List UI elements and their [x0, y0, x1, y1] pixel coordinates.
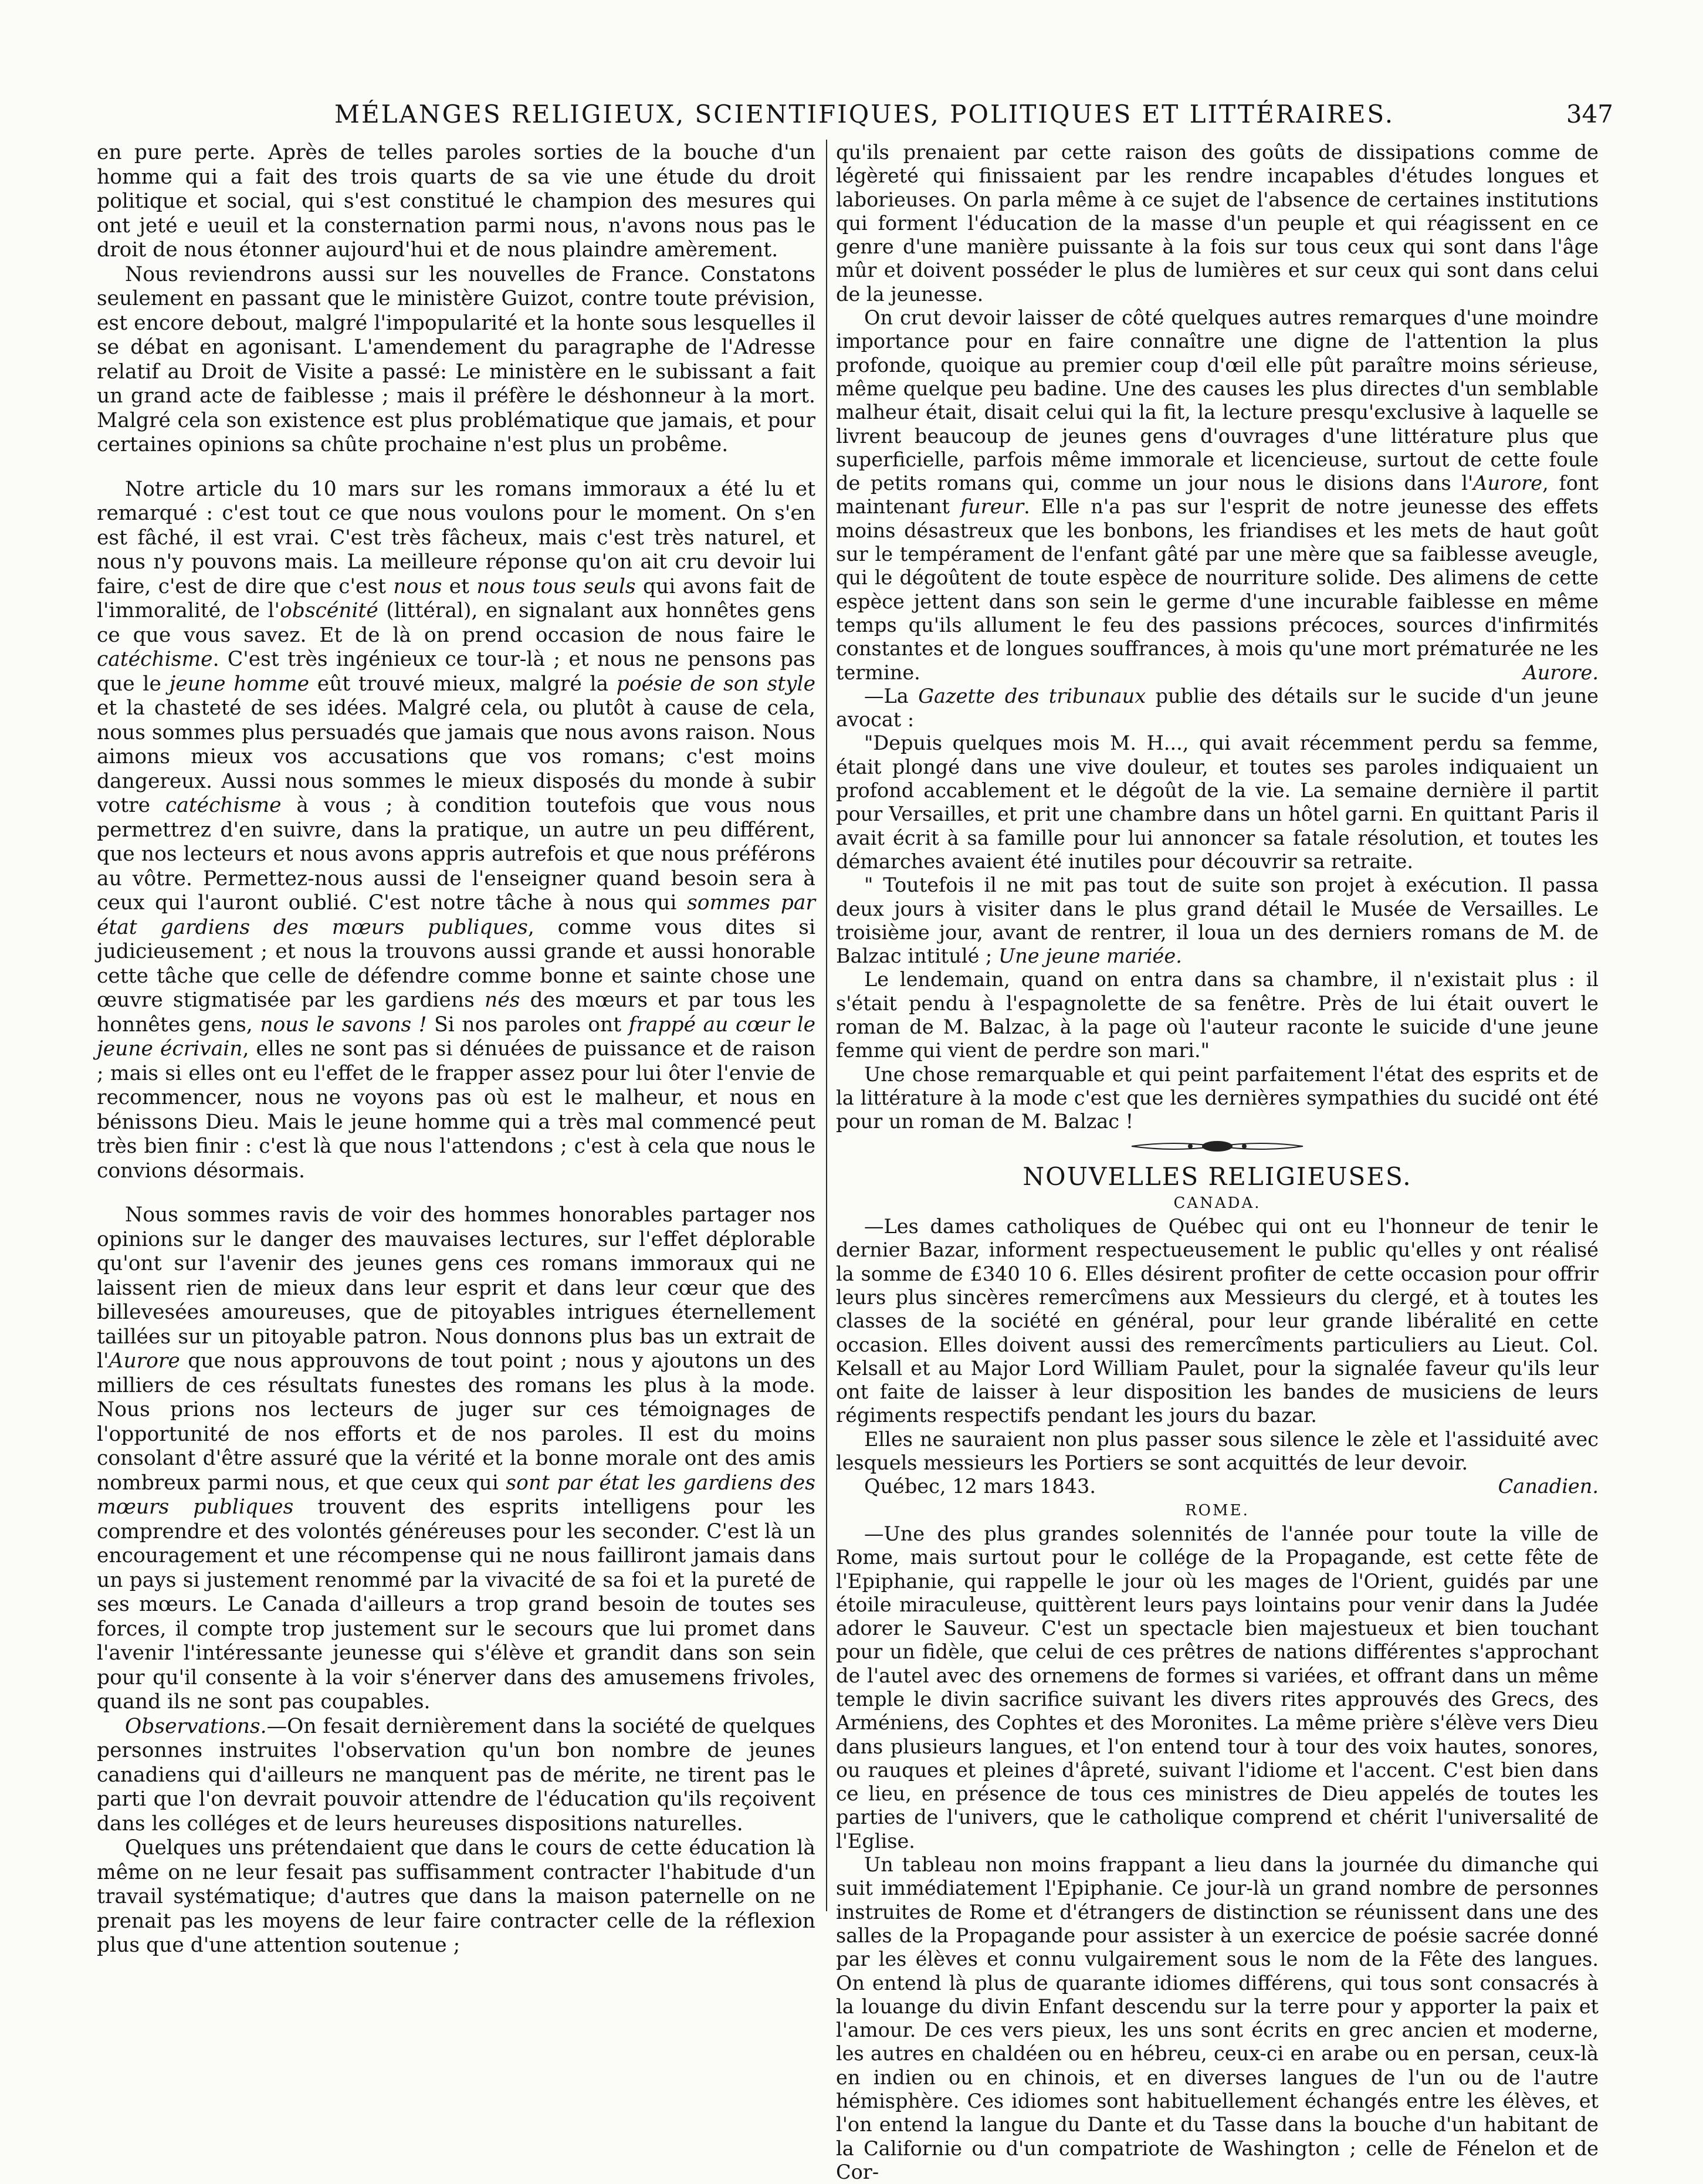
dateline-source: Canadien.: [1498, 1475, 1599, 1498]
subsection-title-canada: CANADA.: [1173, 1194, 1261, 1212]
paragraph: Le lendemain, quand on entra dans sa chambre, il n'existait plus : il s'était pendu à l'espagnolette de sa fenêtre. Près de lui était ouvert le roman de M. Balzac, à la page où l'auteur raconte le suicide d'une jeune femme qui vient de perdre son mari.": [836, 968, 1599, 1062]
subsection-title-rome: ROME.: [1185, 1501, 1250, 1519]
dateline: [836, 1475, 1599, 1498]
running-title: MÉLANGES RELIGIEUX, SCIENTIFIQUES, POLITIQUES ET LITTÉRAIRES.: [334, 100, 1395, 128]
paragraph: Un tableau non moins frappant a lieu dans la journée du dimanche qui suit immédiatement l'Epiphanie. Ce jour-là un grand nombre de personnes instruites de Rome et d'étrangers de distinction se réunissent dans une des salles de la Propagande pour assister à un exercice de poésie sacrée donné par les élèves et connu vulgairement sous le nom de la Fête des langues. On entend là plus de quarante idiomes différens, qui tous sont consacrés à la louange du divin Enfant descendu sur la terre pour y apporter la paix et l'amour. De ces vers pieux, les uns sont écrits en grec ancien et moderne, les autres en chaldéen ou en hébreu, ceux-ci en arabe ou en persan, ceux-là en indien ou en chinois, et en diverses langues de l'un ou de l'autre hémisphère. Ces idiomes sont habituellement échangés entre les élèves, et l'on entend la langue du Dante et du Tasse dans la bouche d'un habitant de la Californie ou d'un compatriote de Washington ; celle de Fénelon et de Cor-: [836, 1853, 1599, 2183]
paragraph: Observations.—On fesait dernièrement dans la société de quelques personnes instruites l'observation qu'un bon nombre de jeunes canadiens qui d'ailleurs ne manquent pas de mérite, ne tirent pas le parti que l'on devrait pouvoir attendre de l'éducation qu'ils reçoivent dans les colléges et de leurs heureuses dispositions naturelles.: [97, 1714, 815, 1836]
paragraph: Nous sommes ravis de voir des hommes honorables partager nos opinions sur le danger des mauvaises lectures, sur l'effet déplorable qu'ont sur l'avenir des jeunes gens ces romans immoraux qui ne laissent rien de mieux dans leur esprit et dans leur cœur que des billevesées amoureuses, que de pitoyables intrigues éternellement taillées sur un pitoyable patron. Nous donnons plus bas un extrait de l'Aurore que nous approuvons de tout point ; nous y ajoutons un des milliers de ces résultats funestes des romans les plus à la mode. Nous prions nos lecteurs de juger sur ces témoignages de l'opportunité de nos efforts et de nos paroles. Il est du moins consolant d'être assuré que la vérité et la bonne morale ont des amis nombreux parmi nous, et que ceux qui sont par état les gardiens des mœurs publiques trouvent des esprits intelligens pour les comprendre et des volontés généreuses pour les seconder. C'est là un encouragement et une récompense qui ne nous failliront jamais dans un pays si justement renommé par la vivacité de sa foi et la pureté de ses mœurs. Le Canada d'ailleurs a trop grand besoin de toutes ses forces, il compte trop justement sur le secours que lui promet dans l'avenir l'intéressante jeunesse qui s'élève et grandit dans son sein pour qu'il consente à la voir s'énerver dans des amusemens frivoles, quand ils ne sont pas coupables.: [97, 1203, 816, 1714]
paragraph: qu'ils prenaient par cette raison des goûts de dissipations comme de légèreté qui finissaient par les rendre incapables d'études longues et laborieuses. On parla même à ce sujet de l'absence de certaines institutions qui forment l'éducation de la masse d'un peuple et qui réagissent en ce genre d'une manière puissante à la fois sur tous ceux qui sont dans l'âge mûr et doivent posséder le plus de lumières et sur ceux qui sont dans celui de la jeunesse.: [836, 141, 1599, 306]
left-column: [97, 141, 815, 1958]
page-header: [100, 100, 1613, 135]
dateline-place: Québec, 12 mars 1843.: [864, 1475, 1096, 1498]
paragraph: "Depuis quelques mois M. H..., qui avait récemment perdu sa femme, était plongé dans une vive douleur, et toutes ses paroles indiquaient un profond accablement et le dégoût de la vie. La semaine dernière il partit pour Versailles, et prit une chambre dans un hôtel garni. En quittant Paris il avait écrit à sa famille pour lui annoncer sa fatale résolution, et toutes les démarches avaient été inutiles pour découvrir sa retraite.: [836, 732, 1599, 873]
column-divider: [826, 140, 827, 1911]
paragraph: —Les dames catholiques de Québec qui ont eu l'honneur de tenir le dernier Bazar, informent respectueusement le public qu'elles y ont réalisé la somme de £340 10 6. Elles désirent profiter de cette occasion pour offrir leurs plus sincères remercîmens aux Messieurs du clergé, et à toutes les classes de la société en général, pour leur grande libéralité en cette occasion. Elles doivent aussi des remercîments particuliers au Lieut. Col. Kelsall et au Major Lord William Paulet, pour la signalée faveur qu'ils leur ont faite de laisser à leur disposition les bandes de musiciens de leurs régiments respectifs pendant les jours du bazar.: [836, 1215, 1599, 1427]
source-signature: Aurore.: [1523, 661, 1599, 684]
right-column: [836, 141, 1599, 2184]
paragraph: Elles ne sauraient non plus passer sous silence le zèle et l'assiduité avec lesquels messieurs les Portiers se sont acquittés de leur devoir.: [836, 1427, 1599, 1475]
ornament-divider: [1129, 1139, 1305, 1153]
paragraph: " Toutefois il ne mit pas tout de suite son projet à exécution. Il passa deux jours à visiter dans le plus grand détail le Musée de Versailles. Le troisième jour, avant de rentrer, il loua un des derniers romans de M. de Balzac intitulé ; Une jeune mariée.: [836, 873, 1599, 968]
paragraph: en pure perte. Après de telles paroles sorties de la bouche d'un homme qui a fait des trois quarts de sa vie une étude du droit politique et social, qui s'est constitué le champion des mesures qui ont jeté e ueuil et la consternation parmi nous, n'avons nous pas le droit de nous étonner aujourd'hui et de nous plaindre amèrement.: [97, 141, 815, 262]
paragraph: On crut devoir laisser de côté quelques autres remarques d'une moindre importance pour en faire connaître une digne de l'attention la plus profonde, quoique au premier coup d'œil elle pût paraître moins sérieuse, même quelque peu badine. Une des causes les plus directes d'un semblable malheur était, disait celui qui la fit, la lecture presqu'exclusive à laquelle se livrent beaucoup de jeunes gens d'ouvrages d'une littérature plus que superficielle, parfois même immorale et licencieuse, surtout de cette foule de petits romans qui, comme un jour nous le disions dans l'Aurore, font maintenant fureur. Elle n'a pas sur l'esprit de notre jeunesse des effets moins désastreux que les bonbons, les friandises et les mets de haut goût sur le tempérament de l'enfant gâté par une mère que sa faiblesse aveugle, qui le dégoûtent de toute espèce de nourriture solide. Des alimens de cette espèce jettent dans son sein le germe d'une incurable faiblesse en même temps qu'ils allument le feu des passions précoces, sources d'infirmités constantes et de longues souffrances, à mois qu'une mort prématurée ne les termine. Aurore.: [836, 306, 1599, 684]
page-number: 347: [1566, 100, 1613, 128]
section-title: NOUVELLES RELIGIEUSES.: [1023, 1162, 1412, 1191]
paragraph: —Une des plus grandes solennités de l'année pour toute la ville de Rome, mais surtout pour le collége de la Propagande, est cette fête de l'Epiphanie, qui rappelle le jour où les mages de l'Orient, guidés par une étoile miraculeuse, quittèrent leurs pays lointains pour venir dans la Judée adorer le Sauveur. C'est un spectacle bien majestueux et bien touchant pour un fidèle, que celui de ces prêtres de nations différentes s'approchant de l'autel avec des ornemens de formes si variées, et offrant dans un même temple le divin sacrifice suivant les divers rites approuvés des Grecs, des Arméniens, des Cophtes et des Moronites. La même prière s'élève vers Dieu dans plusieurs langues, et l'on entend tour à tour des voix hautes, sonores, ou rauques et pleines d'âpreté, suivant l'idiome et l'accent. C'est bien dans ce lieu, en présence de tous ces ministres de Dieu appelés de toutes les parties de l'univers, que le catholique comprend et chérit l'universalité de l'Eglise.: [836, 1522, 1599, 1853]
paragraph: Une chose remarquable et qui peint parfaitement l'état des esprits et de la littérature à la mode c'est que les dernières sympathies du sucidé ont été pour un roman de M. Balzac !: [836, 1062, 1599, 1133]
observations-label: Observations.: [125, 1714, 267, 1738]
paragraph: Nous reviendrons aussi sur les nouvelles de France. Constatons seulement en passant que le ministère Guizot, contre toute prévision, est encore debout, malgré l'impopularité et la honte sous lesquelles il se débat en agonisant. L'amendement du paragraphe de l'Adresse relatif au Droit de Visite a passé: Le ministère en le subissant a fait un grand acte de faiblesse ; mais il préfère le déshonneur à la mort. Malgré cela son existence est plus problématique que jamais, et pour certaines opinions sa chûte prochaine n'est plus un probême.: [97, 262, 815, 456]
paragraph: —La Gazette des tribunaux publie des détails sur le sucide d'un jeune avocat :: [836, 684, 1599, 732]
paragraph: Quelques uns prétendaient que dans le cours de cette éducation là même on ne leur fesait pas suffisamment contracter l'habitude d'un travail systématique; d'autres que dans la maison paternelle on ne prenait pas les moyens de leur faire contracter celle de la réflexion plus que d'une attention soutenue ;: [97, 1836, 815, 1957]
paragraph: Notre article du 10 mars sur les romans immoraux a été lu et remarqué : c'est tout ce que nous voulons pour le moment. On s'en est fâché, il est vrai. C'est très fâcheux, mais c'est très naturel, et nous n'y pouvons mais. La meilleure réponse qu'on ait cru devoir lui faire, c'est de dire que c'est nous et nous tous seuls qui avons fait de l'immoralité, de l'obscénité (littéral), en signalant aux honnêtes gens ce que vous savez. Et de là on prend occasion de nous faire le catéchisme. C'est très ingénieux ce tour-là ; et nous ne pensons pas que le jeune homme eût trouvé mieux, malgré la poésie de son style et la chasteté de ses idées. Malgré cela, ou plutôt à cause de cela, nous sommes plus persuadés que jamais que nous avons raison. Nous aimons mieux vos accusations que vos romans; c'est moins dangereux. Aussi nous sommes le mieux disposés du monde à subir votre catéchisme à vous ; à condition toutefois que vous nous permettrez d'en suivre, dans la pratique, un autre un peu différent, que nos lecteurs et nous avons appris autrefois et que nous préférons au vôtre. Permettez-nous aussi de l'enseigner quand besoin sera à ceux qui l'auront oublié. C'est notre tâche à nous qui sommes par état gardiens des mœurs publiques, comme vous dites si judicieusement ; et nous la trouvons aussi grande et aussi honorable cette tâche que celle de défendre comme bonne et sainte chose une œuvre stigmatisée par les gardiens nés des mœurs et par tous les honnêtes gens, nous le savons ! Si nos paroles ont frappé au cœur le jeune écrivain, elles ne sont pas si dénuées de puissance et de raison ; mais si elles ont eu l'effet de le frapper assez pour lui ôter l'envie de recommencer, nous ne voyons pas où est le malheur, et nous en bénissons Dieu. Mais le jeune homme qui a très mal commencé peut très bien finir : c'est là que nous l'attendons ; c'est à cela que nous le convions désormais.: [97, 477, 816, 1183]
